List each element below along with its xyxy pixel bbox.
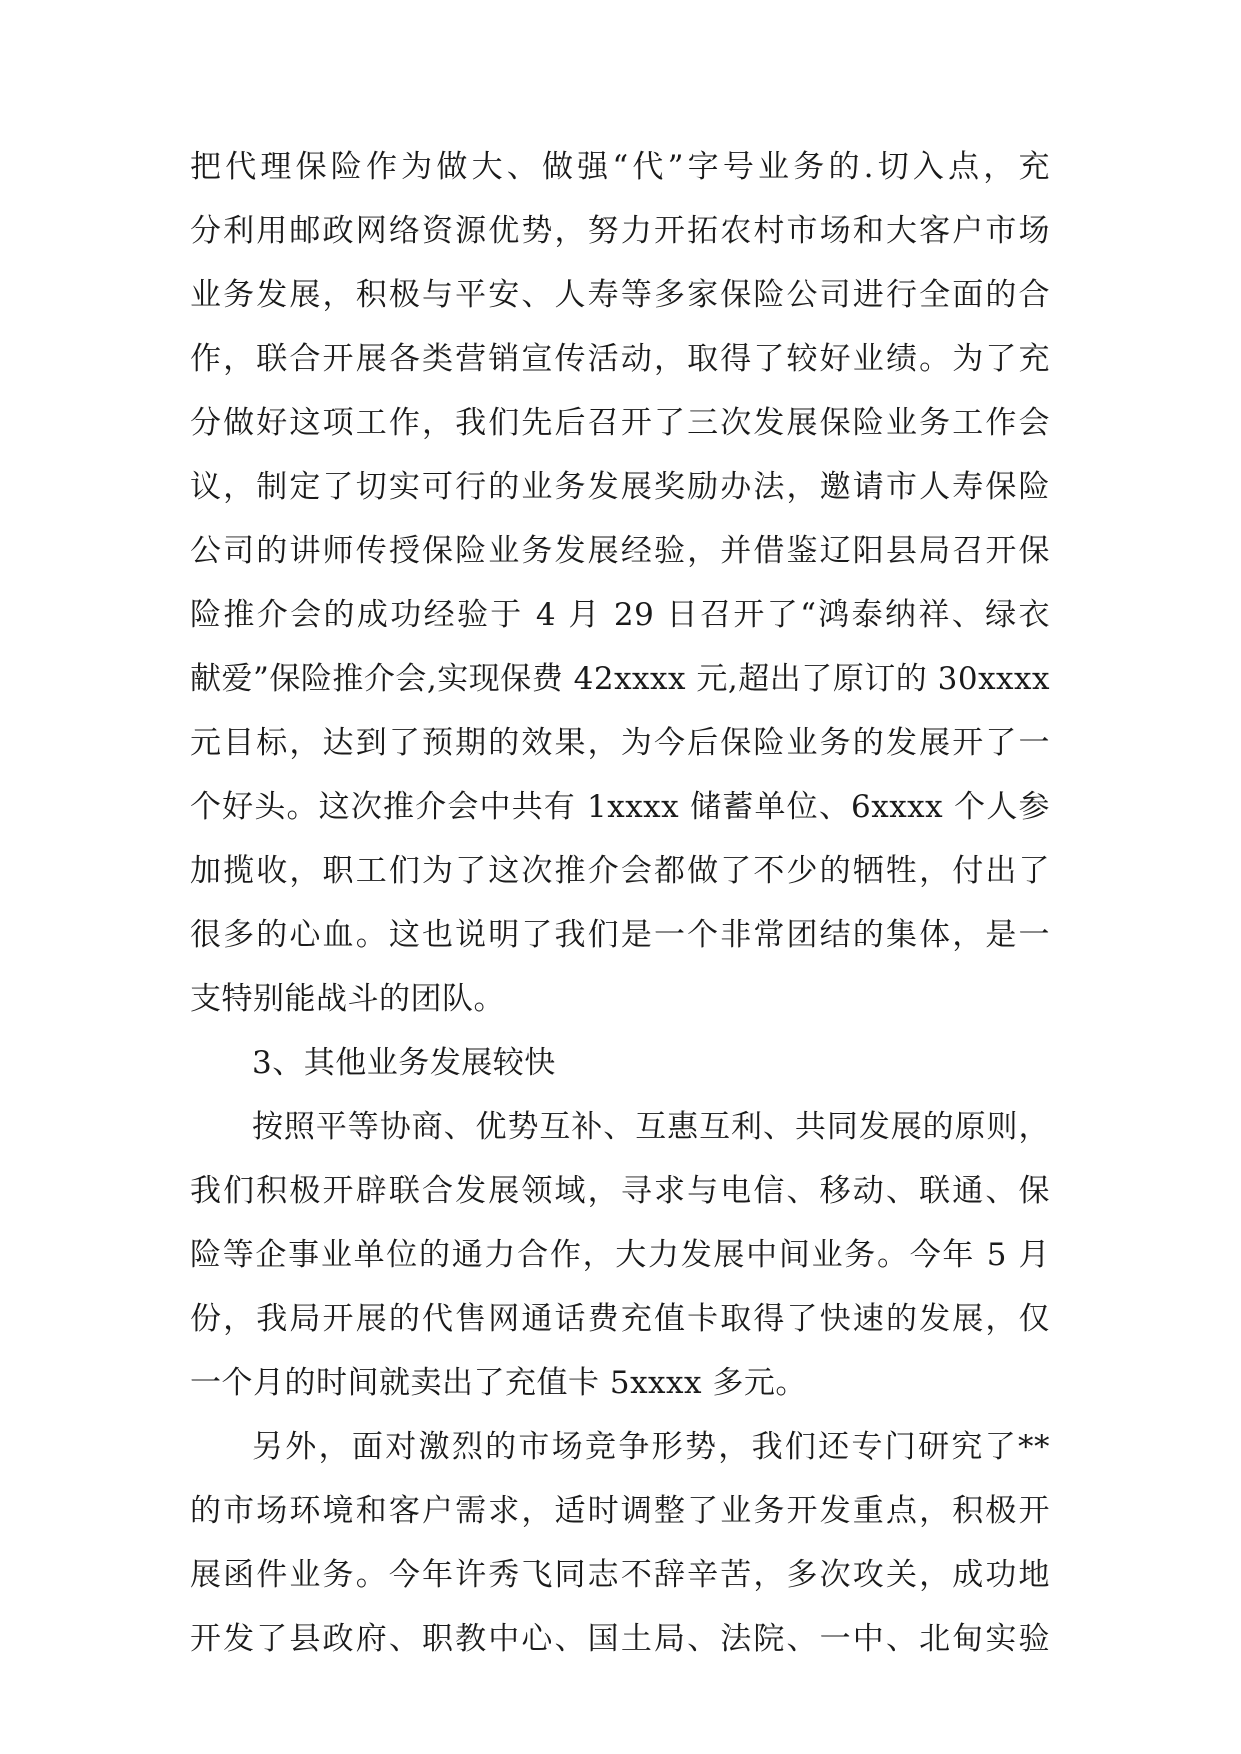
text-line: 分利用邮政网络资源优势，努力开拓农村市场和大客户市场 (190, 213, 1050, 249)
text-line: 险等企事业单位的通力合作，大力发展中间业务。今年 5 月 (190, 1237, 1050, 1273)
section-heading: 3、其他业务发展较快 (252, 1045, 556, 1081)
body-text (190, 135, 1050, 1671)
text-line: 献爱”保险推介会,实现保费 42xxxx 元,超出了原订的 30xxxx (190, 661, 1050, 697)
text-line: 加揽收，职工们为了这次推介会都做了不少的牺牲，付出了 (190, 853, 1050, 889)
text-line: 业务发展，积极与平安、人寿等多家保险公司进行全面的合 (190, 277, 1050, 313)
text-line: 开发了县政府、职教中心、国土局、法院、一中、北甸实验 (190, 1621, 1050, 1657)
text-line: 按照平等协商、优势互补、互惠互利、共同发展的原则， (252, 1109, 1050, 1145)
text-line: 元目标，达到了预期的效果，为今后保险业务的发展开了一 (190, 725, 1050, 761)
text-line: 险推介会的成功经验于 4 月 29 日召开了“鸿泰纳祥、绿衣 (190, 597, 1050, 633)
text-line: 的市场环境和客户需求，适时调整了业务开发重点，积极开 (190, 1493, 1050, 1529)
text-line: 公司的讲师传授保险业务发展经验，并借鉴辽阳县局召开保 (190, 533, 1050, 569)
text-line: 个好头。这次推介会中共有 1xxxx 储蓄单位、6xxxx 个人参 (190, 789, 1050, 825)
text-line: 份，我局开展的代售网通话费充值卡取得了快速的发展，仅 (190, 1301, 1050, 1337)
text-line: 支特别能战斗的团队。 (190, 981, 505, 1017)
text-line: 议，制定了切实可行的业务发展奖励办法，邀请市人寿保险 (190, 469, 1050, 505)
text-line: 一个月的时间就卖出了充值卡 5xxxx 多元。 (190, 1365, 807, 1401)
text-line: 展函件业务。今年许秀飞同志不辞辛苦，多次攻关，成功地 (190, 1557, 1050, 1593)
text-line: 作，联合开展各类营销宣传活动，取得了较好业绩。为了充 (190, 341, 1050, 377)
text-line: 分做好这项工作，我们先后召开了三次发展保险业务工作会 (190, 405, 1050, 441)
text-line: 我们积极开辟联合发展领域，寻求与电信、移动、联通、保 (190, 1173, 1050, 1209)
text-line: 很多的心血。这也说明了我们是一个非常团结的集体，是一 (190, 917, 1050, 953)
text-line: 另外，面对激烈的市场竞争形势，我们还专门研究了** (252, 1429, 1050, 1465)
text-line: 把代理保险作为做大、做强“代”字号业务的.切入点，充 (190, 149, 1050, 185)
